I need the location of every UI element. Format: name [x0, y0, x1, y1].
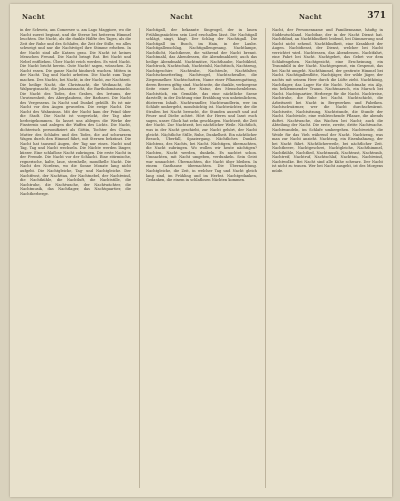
column-2-text: Nachtigall, der bekannte Singvogel, der in lauen Frühlingsnächten sein Lied erschallen lässt. Die Nachtigall schlägt, singt, klagt. Der Schlag der Nachtigall. Die Nachtigall im Busch, im Hain, in der Laube. Nachtigallenschlag, Nachtigallengesang. Nachtlampe, Nachtlicht, Nachtkerze, die während der Nacht brennt. Nachtmahl, das Abendessen, die Abendmahlzeit; auch das heilige Abendmahl. Nachtmütze, Nachthaube, Nachtkleid, Nachtrock, Nachtschuh, Nachtstuhl, Nachttisch, Nachtzeug, Nachtgeschirr. Nachtrabe, Nachteule, Nachtfalter, Nachtschmetterling, Nachtvogel, Nachtschwalbe, die Ziegenmelker. Nachtschatten, Name einer Pflanzengattung, deren Beeren giftig sind. Nachtseite, die dunkle, verborgene Seite einer Sache, der Natur, des Menschenlebens. Nachtstück, ein Gemälde, das eine nächtliche Szene darstellt; in der Dichtung eine Erzählung von unheimlichem, düsterem Inhalt. Nachtwandler, Nachtwandlerin, wer im Schlafe umhergeht, mondsüchtig ist. Nachtwächter, der die Straßen bei Nacht bewacht, die Stunden ausruft und auf Feuer und Diebe achtet. Hört ihr Herrn und lasst euch sagen, unsre Glock hat zehn geschlagen. Nachtzeit, die Zeit der Nacht. Zur Nachtzeit, bei nächtlicher Weile. Nächtlich, was in der Nacht geschieht, zur Nacht gehört, der Nacht gleicht. Nächtliche Stille, Ruhe, Dunkelheit. Ein nächtlicher Besuch, Überfall, Spaziergang. Nächtliches Dunkel. Nächtens, des Nachts, bei Nacht. Nächtigen, übernachten, die Nacht zubringen. Wo wollen wir heute nächtigen? Nachten, Nacht werden, dunkeln. Es nachtet schon. Umnachten, mit Nacht umgeben, verdunkeln. Sein Geist war umnachtet. Übernachten, die Nacht über bleiben. In einem Gasthause übernachten. Die Übernachtung. Nachtgleiche, die Zeit, in welcher Tag und Nacht gleich lang sind, im Frühling und im Herbst. Nachtgedanken, Gedanken, die einem in schlaflosen Nächten kommen.	[146, 28, 257, 183]
column-1-text: in der Schweiz, am Comersee u. am Lago Maggiore, wo die Nacht zuerst beginnt, und die Sterne bei heiterem Himmel leuchten. Die Nacht, als die dunkle Hälfte des Tages, als die Zeit der Ruhe und des Schlafes, die Zeit der Stille, wo alles schweigt und nur die Nachtvögel ihre Stimme erheben. In der Nacht sind alle Katzen grau. Die Nacht ist keines Menschen Freund. Die Nacht bringt Rat. Bei Nacht und Nebel entfliehen. Über Nacht reich werden. Es wird Nacht. Die Nacht bricht herein. Gute Nacht! sagen, wünschen. Zu Nacht essen. Die ganze Nacht hindurch wachen. Mitten in der Nacht. Tag und Nacht arbeiten. Die Nacht zum Tage machen. Des Nachts, bei Nacht, in der Nacht, zur Nachtzeit. Die heilige Nacht, die Christnacht, die Weihnacht, die Walpurgisnacht, die Johannisnacht, die Bartholomäusnacht. Die Nacht des Todes, des Grabes, des Irrtums, der Unwissenheit, des Aberglaubens, der Barbarei. Die Nacht des Vergessens. In Nacht und Dunkel gehüllt. Es ist mir Nacht vor den Augen geworden. Die ewige Nacht. Die Nacht des Wahnsinns. Mit der Nacht kam der Feind über die Stadt. Die Nacht ist vorgerückt, der Tag aber herbeigekommen. So lasset uns ablegen die Werke der Finsternis und anlegen die Waffen des Lichts. Die Nacht, dichterisch personifiziert als Göttin, Tochter des Chaos, Mutter des Schlafes und des Todes, die auf schwarzem Wagen durch den Himmel fährt, mit Sternen bekränzt. Die Nacht hat tausend Augen, der Tag nur eines. Nacht und Tag, Tag und Nacht wechseln. Die Nächte werden länger, kürzer. Eine schlaflose Nacht zubringen. Die erste Nacht in der Fremde. Die Nacht vor der Schlacht. Eine stürmische, regnerische, kalte, laue, sternhelle, mondhelle Nacht. Die Nacht des Nordens, wo die Sonne Monate lang nicht aufgeht. Die Nachtgleiche, Tag- und Nachtgleiche. Der Nachtfrost, der Nachttau, der Nachtnebel, der Nachtwind, die Nachtkühle, die Nachtluft, die Nachtstille, die Nachtruhe, die Nachtwache, der Nachtwächter, die Nachtmusik, das Nachtlager, das Nachtquartier, die Nachtherberge.	[20, 28, 131, 196]
book-page	[10, 4, 392, 497]
page-number: 371	[367, 11, 386, 21]
column-divider-2	[265, 28, 266, 488]
column-3-text: Nacht, der Personenname und Familienname, häufig in Süddeutschland. Nachtbar, der in der Nacht Dienst hat. Nachtblind, an Nachtblindheit leidend, bei Dämmerung und Nacht nicht sehend. Nachtblindheit, eine Krankheit der Augen. Nachtdienst, der Dienst, welcher bei Nacht verrichtet wird. Nachtessen, das Abendessen. Nachtfahrt, eine Fahrt bei Nacht. Nachtgebet, das Gebet vor dem Schlafengehen. Nachtgesicht, eine Erscheinung, ein Traumbild in der Nacht. Nachtgespenst, ein Gespenst, das bei Nacht umgeht. Nachthimmel, der gestirnte Himmel bei Nacht. Nachtigallenflöte, Nachtjäger, der wilde Jäger, der nachts mit seinem Heer durch die Lüfte zieht. Nachtkönig, Nachtlager, das Lager für die Nacht. Nachtmahr, ein Alp, ein beklemmender Traum. Nachtmarsch, ein Marsch bei Nacht. Nachtquartier, Herberge für die Nacht. Nachtreise, Nachtruhe, die Ruhe bei Nacht. Nachtschicht, die Arbeitszeit bei Nacht in Bergwerken und Fabriken. Nachtschwärmer, wer die Nacht durchschwärmt. Nachtseite, Nachtsitzung, Nachtstunde, die Stunde der Nacht. Nachtviole, eine wohlriechende Pflanze, die abends duftet. Nachtwache, das Wachen bei Nacht; auch die Abteilung der Nacht. Die erste, zweite, dritte Nachtwache. Nachtwandeln, im Schlafe umhergehen. Nachtweide, die Weide für das Vieh während der Nacht. Nachtzeug, was man zur Nacht anzieht. Nachtzug, ein Eisenbahnzug, der bei Nacht fährt. Nächtlicherweile, bei nächtlicher Zeit. Nachtbeere, Nachtgeschrei, Nachtgleiche, Nachthimmel, Nachtkühle, Nachtlied, Nachtmusik, Nachtrast, Nachtraub, Nachtreif, Nachtruf, Nachtschlaf, Nachttau, Nachtwind, Nachtwolke. Bei Nacht sind alle Kühe schwarz. Der Nacht ist nicht zu trauen. Wer bei Nacht ausgeht, ist des Morgens müde.	[272, 28, 383, 173]
text-column-3	[272, 28, 383, 490]
running-header	[10, 4, 392, 26]
column-divider-1	[139, 28, 140, 488]
text-column-2	[146, 28, 257, 490]
header-right-word: Nacht	[299, 13, 322, 21]
text-column-1	[20, 28, 131, 490]
header-middle-word: Nacht	[170, 13, 193, 21]
header-left-word: Nacht	[22, 13, 45, 21]
